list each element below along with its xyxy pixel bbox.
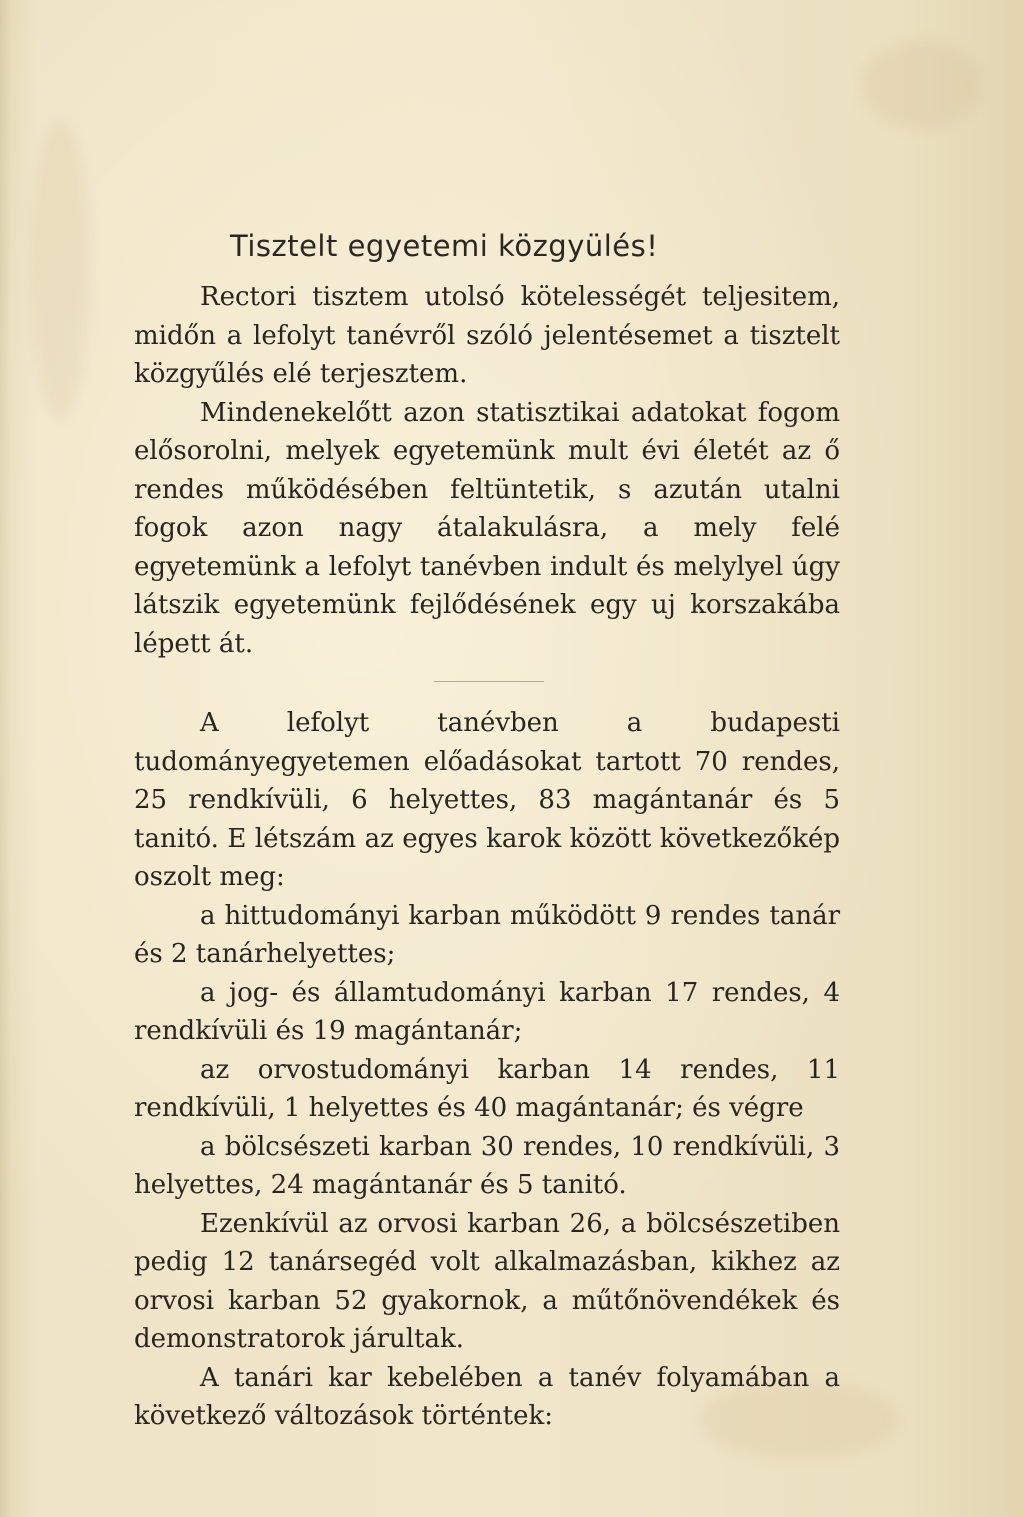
page-title: Tisztelt egyetemi közgyülés!	[230, 229, 659, 263]
paragraph: A tanári kar kebelében a tanév folyamában a következő változások történtek:	[134, 1362, 840, 1431]
paper-stain	[30, 120, 90, 420]
paragraph: az orvostudományi karban 14 rendes, 11 rendkívüli, 1 helyettes és 40 magántanár; és végre	[134, 1054, 840, 1123]
paragraph: a bölcsészeti karban 30 rendes, 10 rendkívüli, 3 helyettes, 24 magántanár és 5 tanitó.	[134, 1131, 840, 1200]
paragraph: a jog- és államtudományi karban 17 rendes, 4 rendkívüli és 19 magántanár;	[134, 977, 840, 1046]
paragraph: Rectori tisztem utolsó kötelességét teljesitem, midőn a lefolyt tanévről szóló jelentésemet a tisztelt közgyűlés elé terjesztem.	[134, 282, 840, 389]
paragraph: Mindenekelőtt azon statisztikai adatokat fogom elősorolni, melyek egyetemünk mult évi életét az ő rendes működésében feltüntetik, s azután utalni fogok azon nagy átalakulásra, a mely felé egyetemünk a lefolyt tanévben indult és melylyel úgy látszik egyetemünk fejlődésének egy uj korszakába lépett át.	[134, 397, 840, 659]
paragraph: A lefolyt tanévben a budapesti tudományegyetemen előadásokat tartott 70 rendes, 25 rendkívüli, 6 helyettes, 83 magántanár és 5 tanitó. E létszám az egyes karok között következőkép oszolt meg:	[134, 708, 840, 892]
paper-stain	[860, 40, 980, 130]
paragraph: a hittudományi karban működött 9 rendes tanár és 2 tanárhelyettes;	[134, 900, 840, 969]
document-body	[134, 224, 840, 1436]
paragraph: Ezenkívül az orvosi karban 26, a bölcsészetiben pedig 12 tanársegéd volt alkalmazásban, kikhez az orvosi karban 52 gyakornok, a műtőnövendékek és demonstratorok járultak.	[134, 1208, 840, 1354]
section-divider	[434, 681, 544, 682]
